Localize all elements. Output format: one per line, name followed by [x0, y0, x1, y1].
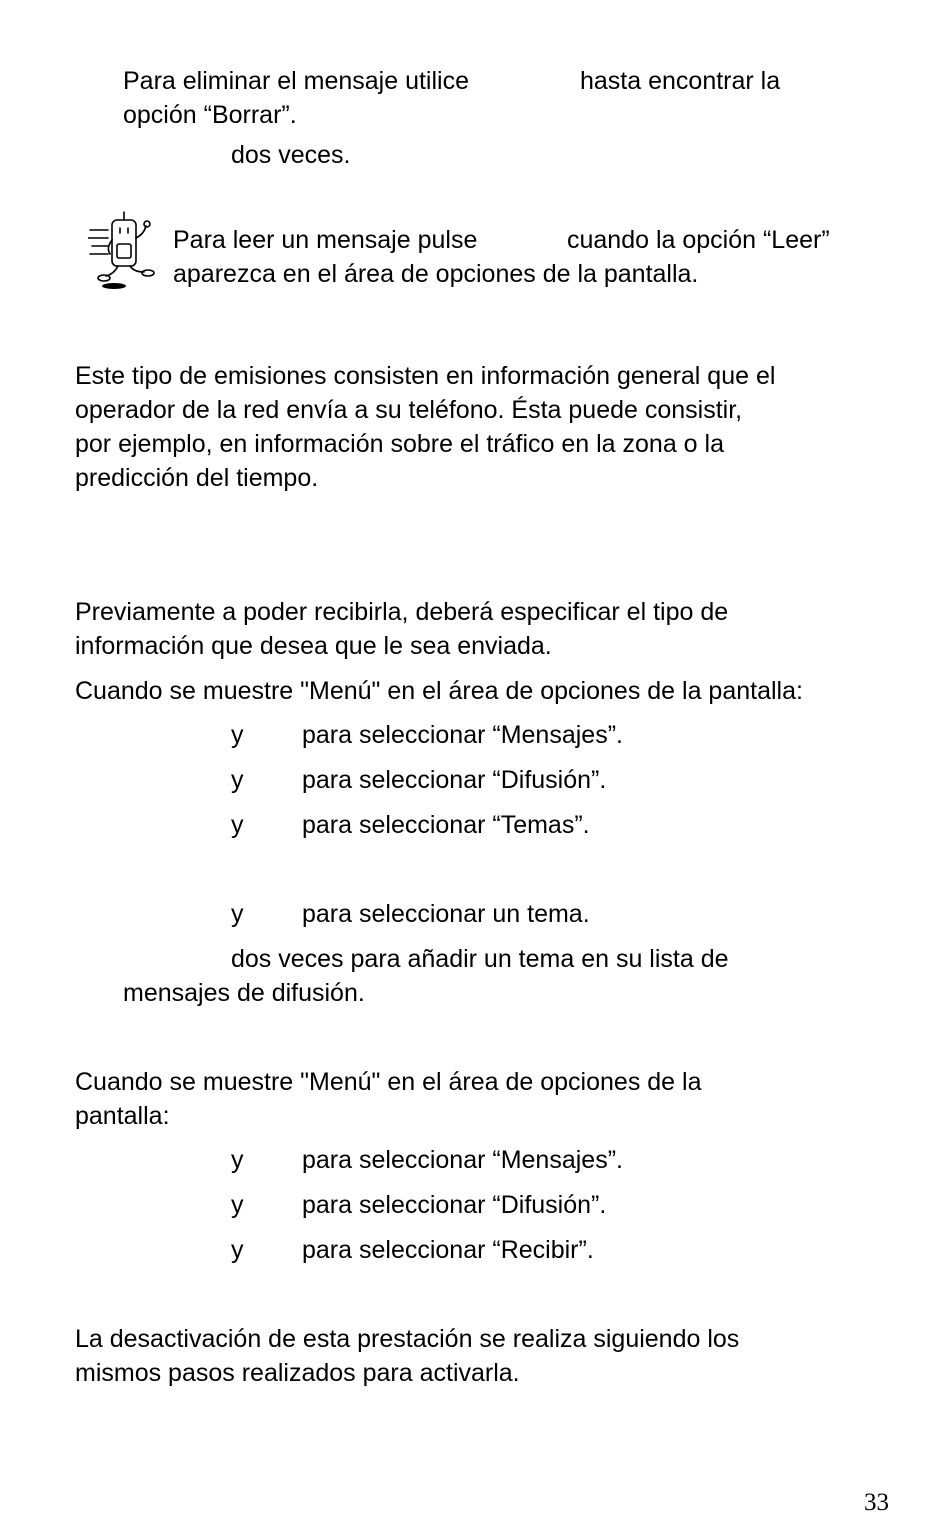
tip-text-start: Para leer un mensaje pulse	[173, 226, 478, 254]
menu-instruction: pantalla:	[75, 1102, 170, 1130]
step-y: y	[231, 1236, 244, 1264]
broadcast-intro-line: predicción del tiempo.	[75, 464, 319, 492]
step-text: para seleccionar “Difusión”.	[302, 1191, 607, 1219]
delete-confirm-text: dos veces.	[231, 141, 351, 169]
step-text: para seleccionar “Mensajes”.	[302, 721, 623, 749]
step-y: y	[231, 1191, 244, 1219]
delete-instruction-start: Para eliminar el mensaje utilice	[123, 67, 469, 95]
topics-intro-line: Previamente a poder recibirla, deberá especificar el tipo de	[75, 598, 729, 626]
phone-mascot-icon	[88, 208, 160, 292]
menu-instruction: Cuando se muestre "Menú" en el área de opciones de la pantalla:	[75, 677, 803, 705]
menu-instruction: Cuando se muestre "Menú" en el área de opciones de la	[75, 1068, 702, 1096]
broadcast-intro-line: por ejemplo, en información sobre el tráfico en la zona o la	[75, 430, 724, 458]
tip-text-line2: aparezca en el área de opciones de la pantalla.	[173, 260, 699, 288]
step-y: y	[231, 766, 244, 794]
add-topic-text: mensajes de difusión.	[123, 979, 365, 1007]
tip-text-end: cuando la opción “Leer”	[567, 226, 830, 254]
step-text: para seleccionar un tema.	[302, 900, 590, 928]
step-y: y	[231, 900, 244, 928]
page-number: 33	[864, 1489, 889, 1516]
step-text: para seleccionar “Mensajes”.	[302, 1146, 623, 1174]
deactivation-text: mismos pasos realizados para activarla.	[75, 1359, 520, 1387]
step-text: para seleccionar “Recibir”.	[302, 1236, 594, 1264]
broadcast-intro-line: Este tipo de emisiones consisten en información general que el	[75, 362, 776, 390]
step-y: y	[231, 721, 244, 749]
step-text: para seleccionar “Temas”.	[302, 811, 590, 839]
add-topic-text: dos veces para añadir un tema en su lista de	[231, 945, 729, 973]
broadcast-intro-line: operador de la red envía a su teléfono. Ésta puede consistir,	[75, 396, 743, 424]
step-text: para seleccionar “Difusión”.	[302, 766, 607, 794]
step-y: y	[231, 1146, 244, 1174]
step-y: y	[231, 811, 244, 839]
deactivation-text: La desactivación de esta prestación se realiza siguiendo los	[75, 1325, 740, 1353]
topics-intro-line: información que desea que le sea enviada.	[75, 632, 552, 660]
delete-option-text: opción “Borrar”.	[123, 101, 297, 129]
delete-instruction-end: hasta encontrar la	[580, 67, 781, 95]
